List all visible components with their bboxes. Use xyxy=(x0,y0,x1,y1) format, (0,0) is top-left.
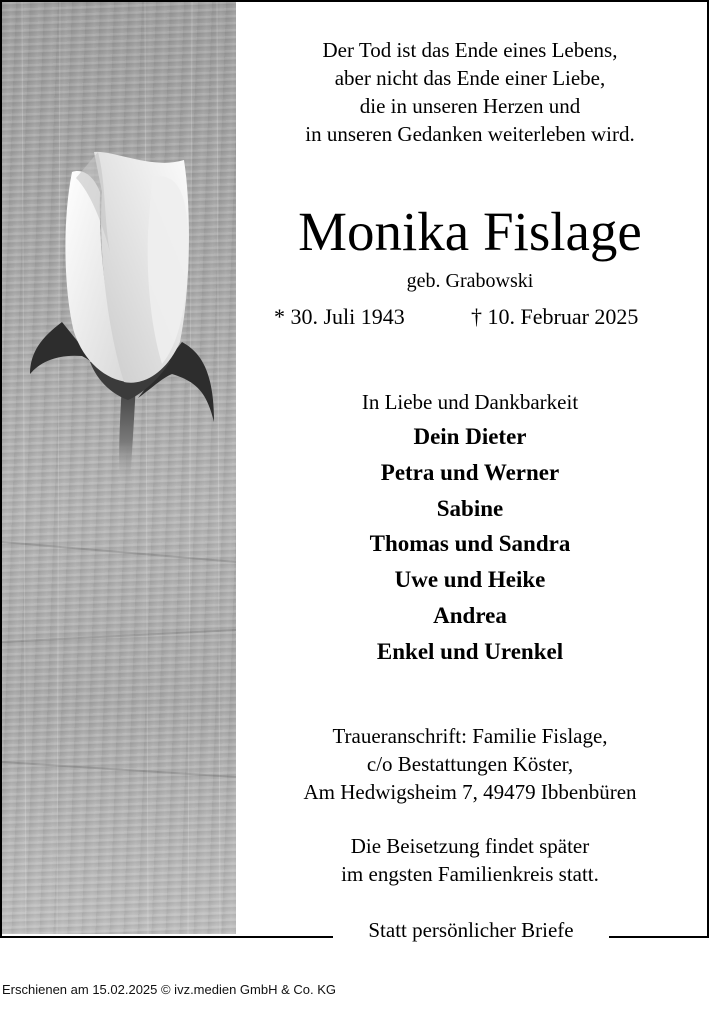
poem xyxy=(237,36,703,148)
poem-line: in unseren Gedanken weiterleben wird. xyxy=(305,122,635,146)
poem-line: die in unseren Herzen und xyxy=(359,94,581,118)
obituary-text xyxy=(237,2,703,932)
address-line: c/o Bestattungen Köster, xyxy=(366,752,574,776)
intro-line: In Liebe und Dankbarkeit xyxy=(361,390,579,414)
burial-line: im engsten Familienkreis statt. xyxy=(341,862,599,886)
deceased-name: Monika Fislage xyxy=(298,201,642,262)
white-rose-icon xyxy=(2,2,236,934)
mourner: Thomas und Sandra xyxy=(369,531,571,557)
address-line: Traueranschrift: Familie Fislage, xyxy=(332,724,608,748)
address-line: Am Hedwigsheim 7, 49479 Ibbenbüren xyxy=(303,780,637,804)
burial-note xyxy=(237,832,703,888)
poem-line: aber nicht das Ende einer Liebe, xyxy=(334,66,606,90)
publication-footer: Erschienen am 15.02.2025 © ivz.medien GmbH & Co. KG xyxy=(2,982,337,997)
mourner: Uwe und Heike xyxy=(394,567,546,593)
mourner: Petra und Werner xyxy=(380,459,560,485)
birth-name: geb. Grabowski xyxy=(406,270,534,292)
birth-date: * 30. Juli 1943 xyxy=(274,304,405,329)
mourning-address xyxy=(237,722,703,806)
mourner: Dein Dieter xyxy=(413,424,527,449)
rose-photo xyxy=(2,2,236,934)
death-date: † 10. Februar 2025 xyxy=(471,304,639,329)
mourner: Sabine xyxy=(436,495,504,521)
mourner: Andrea xyxy=(433,602,507,628)
mourners-list xyxy=(237,419,703,670)
burial-line: Die Beisetzung findet später xyxy=(350,834,590,858)
mourner: Enkel und Urenkel xyxy=(376,638,564,664)
poem-line: Der Tod ist das Ende eines Lebens, xyxy=(322,38,618,62)
closing-note: Statt persönlicher Briefe xyxy=(333,916,609,944)
